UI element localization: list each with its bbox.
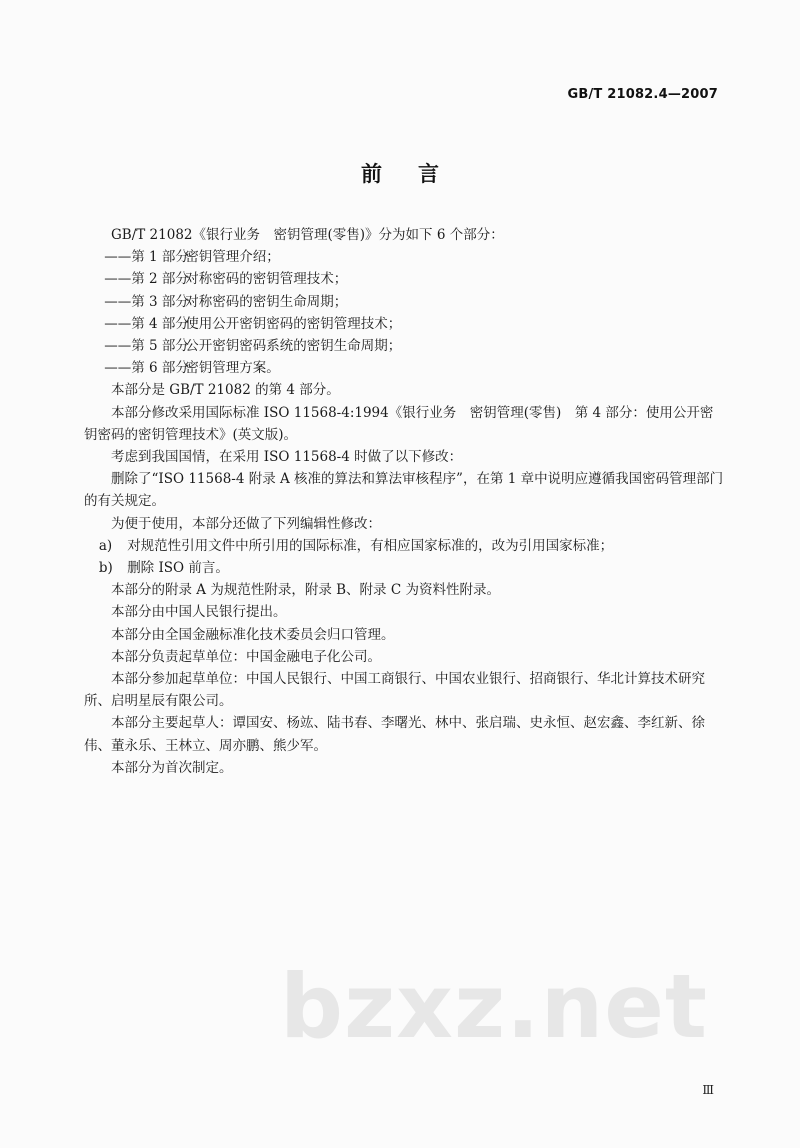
proposer-statement: 本部分由中国人民银行提出。: [111, 604, 287, 621]
management-statement: 本部分由全国金融标准化技术委员会归口管理。: [111, 626, 395, 643]
part-list-item: [84, 291, 724, 313]
part-list-item: [84, 357, 724, 379]
item-text: 对规范性引用文件中所引用的国际标准，有相应国家标准的，改为引用国家标准；: [127, 537, 614, 554]
page-number: Ⅲ: [702, 1083, 714, 1097]
part-number: ——第 2 部分: [104, 271, 189, 288]
title-char-1: 前: [361, 162, 382, 186]
watermark: bzxz.net: [279, 955, 708, 1058]
part-list-item: [84, 246, 724, 268]
foreword-body: [84, 224, 724, 779]
drafting-unit-statement: 本部分负责起草单位：中国金融电子化公司。: [111, 648, 381, 665]
item-marker: b): [98, 560, 113, 577]
part-list-item: [84, 268, 724, 290]
annex-statement: 本部分的附录 A 为规范性附录，附录 B、附录 C 为资料性附录。: [111, 582, 500, 599]
part-number: ——第 4 部分: [104, 315, 189, 332]
standard-code: GB/T 21082.4—2007: [567, 87, 718, 102]
part-title: 对称密码的密钥生命周期；: [185, 293, 348, 310]
title-char-2: 言: [418, 162, 439, 186]
adoption-statement: 本部分修改采用国际标准 ISO 11568-4:1994《银行业务 密钥管理(零售) 第 4 部分：使用公开密钥密码的密钥管理技术》(英文版)。: [84, 404, 714, 443]
part-title: 密钥管理介绍；: [185, 249, 280, 266]
editorial-item: [84, 535, 724, 557]
participating-units-statement: 本部分参加起草单位：中国人民银行、中国工商银行、中国农业银行、招商银行、华北计算技术研究所、启明星辰有限公司。: [84, 671, 705, 710]
part-number: ——第 3 部分: [104, 293, 189, 310]
editorial-intro: 为便于使用，本部分还做了下列编辑性修改：: [111, 515, 381, 532]
part-list-item: [84, 313, 724, 335]
drafters-statement: 本部分主要起草人：谭国安、杨竑、陆书春、李曙光、林中、张启瑞、史永恒、赵宏鑫、李红新、徐伟、董永乐、王林立、周亦鹏、熊少军。: [84, 715, 705, 754]
page-title: [0, 158, 800, 188]
part-title: 对称密码的密钥管理技术；: [185, 271, 348, 288]
item-text: 删除 ISO 前言。: [127, 560, 229, 577]
part-number: ——第 5 部分: [104, 338, 189, 355]
part-statement: 本部分是 GB/T 21082 的第 4 部分。: [111, 382, 340, 399]
intro-paragraph: GB/T 21082《银行业务 密钥管理(零售)》分为如下 6 个部分：: [111, 227, 504, 243]
part-title: 公开密钥密码系统的密钥生命周期；: [185, 338, 402, 355]
part-number: ——第 6 部分: [104, 360, 189, 377]
item-marker: a): [98, 537, 113, 554]
editorial-item: [84, 557, 724, 579]
part-title: 密钥管理方案。: [185, 360, 280, 377]
part-title: 使用公开密钥密码的密钥管理技术；: [185, 315, 402, 332]
first-edition-statement: 本部分为首次制定。: [111, 759, 233, 776]
deletion-statement: 删除了“ISO 11568-4 附录 A 核准的算法和算法审核程序”，在第 1 章中说明应遵循我国密码管理部门的有关规定。: [84, 471, 724, 510]
part-number: ——第 1 部分: [104, 249, 189, 266]
part-list-item: [84, 335, 724, 357]
modification-intro: 考虑到我国国情，在采用 ISO 11568-4 时做了以下修改：: [111, 449, 463, 466]
